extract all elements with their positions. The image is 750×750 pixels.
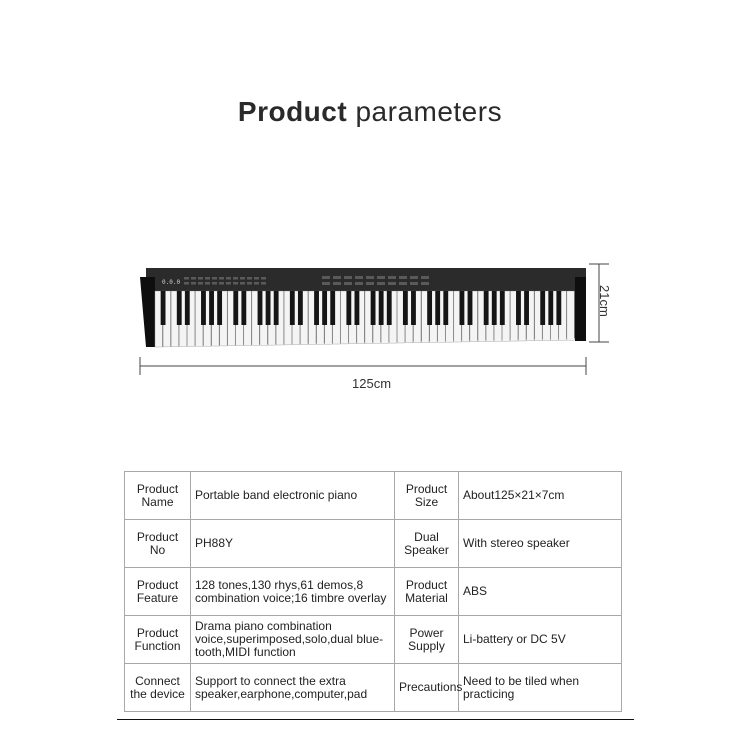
- panel-button: [344, 282, 352, 285]
- bottom-divider: [117, 719, 634, 720]
- panel-button: [247, 277, 252, 280]
- width-dimension: [140, 357, 586, 375]
- table-row: [125, 568, 622, 616]
- panel-button: [333, 276, 341, 279]
- panel-button: [212, 277, 217, 280]
- panel-button: [233, 277, 238, 280]
- black-key: [274, 291, 279, 325]
- panel-button: [388, 276, 396, 279]
- param-value: Need to be tiled when practicing: [459, 664, 622, 712]
- param-value: Support to connect the extra speaker,earphone,computer,pad: [191, 664, 395, 712]
- table-row: [125, 664, 622, 712]
- table-row: [125, 472, 622, 520]
- black-key: [346, 291, 351, 325]
- panel-button: [344, 276, 352, 279]
- param-value: ABS: [459, 568, 622, 616]
- panel-button: [226, 277, 231, 280]
- black-key: [548, 291, 553, 325]
- panel-button: [219, 282, 224, 285]
- page-title: [0, 96, 740, 128]
- panel-button: [184, 277, 189, 280]
- black-key: [233, 291, 238, 325]
- panel-display: 0.0.0: [162, 279, 181, 286]
- black-key: [330, 291, 335, 325]
- title-bold: Product: [237, 96, 348, 127]
- panel-button: [333, 282, 341, 285]
- param-value: Portable band electronic piano: [191, 472, 395, 520]
- panel-button: [205, 282, 210, 285]
- black-key: [314, 291, 319, 325]
- black-key: [460, 291, 465, 325]
- param-value: Drama piano combination voice,superimposed,solo,dual blue-tooth,MIDI function: [191, 616, 395, 664]
- black-key: [379, 291, 384, 325]
- black-key: [540, 291, 545, 325]
- param-name: Product Size: [395, 472, 459, 520]
- black-key: [241, 291, 246, 325]
- height-label: 21cm: [597, 285, 612, 317]
- panel-button: [254, 282, 259, 285]
- panel-button: [205, 277, 210, 280]
- panel-button: [366, 282, 374, 285]
- panel-button: [226, 282, 231, 285]
- black-key: [435, 291, 440, 325]
- black-key: [411, 291, 416, 325]
- panel-button: [233, 282, 238, 285]
- param-name: Connect the device: [125, 664, 191, 712]
- panel-button: [377, 276, 385, 279]
- panel-button: [247, 282, 252, 285]
- white-key: [567, 291, 574, 340]
- black-key: [266, 291, 271, 325]
- panel-button: [421, 282, 429, 285]
- table-row: [125, 520, 622, 568]
- width-label: 125cm: [352, 376, 392, 391]
- param-value: Li-battery or DC 5V: [459, 616, 622, 664]
- parameters-table: [124, 471, 622, 712]
- black-key: [516, 291, 521, 325]
- param-value: With stereo speaker: [459, 520, 622, 568]
- param-value: About125×21×7cm: [459, 472, 622, 520]
- black-key: [185, 291, 190, 325]
- black-key: [427, 291, 432, 325]
- panel-button: [410, 282, 418, 285]
- param-name: Product Material: [395, 568, 459, 616]
- piano-illustration: [0, 255, 750, 385]
- black-key: [468, 291, 473, 325]
- panel-button: [240, 282, 245, 285]
- panel-button: [254, 277, 259, 280]
- black-key: [217, 291, 222, 325]
- black-key: [443, 291, 448, 325]
- black-key: [161, 291, 166, 325]
- title-rest: parameters: [355, 96, 503, 127]
- black-key: [355, 291, 360, 325]
- param-name: Product Function: [125, 616, 191, 664]
- panel-button: [191, 282, 196, 285]
- panel-button: [355, 282, 363, 285]
- black-key: [403, 291, 408, 325]
- param-name: Dual Speaker: [395, 520, 459, 568]
- black-key: [209, 291, 214, 325]
- black-key: [556, 291, 561, 325]
- black-key: [492, 291, 497, 325]
- panel-button: [191, 277, 196, 280]
- panel-button: [198, 282, 203, 285]
- param-value: 128 tones,130 rhys,61 demos,8 combination voice;16 timbre overlay: [191, 568, 395, 616]
- panel-button: [212, 282, 217, 285]
- black-key: [371, 291, 376, 325]
- panel-button: [322, 276, 330, 279]
- black-key: [500, 291, 505, 325]
- panel-button: [388, 282, 396, 285]
- panel-button: [240, 277, 245, 280]
- black-key: [298, 291, 303, 325]
- black-key: [201, 291, 206, 325]
- panel-button: [410, 276, 418, 279]
- black-key: [322, 291, 327, 325]
- black-key: [524, 291, 529, 325]
- panel-button: [355, 276, 363, 279]
- panel-button: [399, 276, 407, 279]
- black-key: [258, 291, 263, 325]
- param-name: Power Supply: [395, 616, 459, 664]
- param-name: Product Feature: [125, 568, 191, 616]
- param-name: Product No: [125, 520, 191, 568]
- panel-button: [421, 276, 429, 279]
- panel-button: [219, 277, 224, 280]
- param-value: PH88Y: [191, 520, 395, 568]
- table-row: [125, 616, 622, 664]
- panel-button: [377, 282, 385, 285]
- panel-button: [198, 277, 203, 280]
- black-key: [177, 291, 182, 325]
- panel-button: [366, 276, 374, 279]
- param-name: Product Name: [125, 472, 191, 520]
- panel-button: [184, 282, 189, 285]
- panel-button: [399, 282, 407, 285]
- param-name: Precautions: [395, 664, 459, 712]
- panel-button: [322, 282, 330, 285]
- black-key: [290, 291, 295, 325]
- panel-button: [261, 277, 266, 280]
- panel-button: [261, 282, 266, 285]
- black-key: [484, 291, 489, 325]
- black-key: [387, 291, 392, 325]
